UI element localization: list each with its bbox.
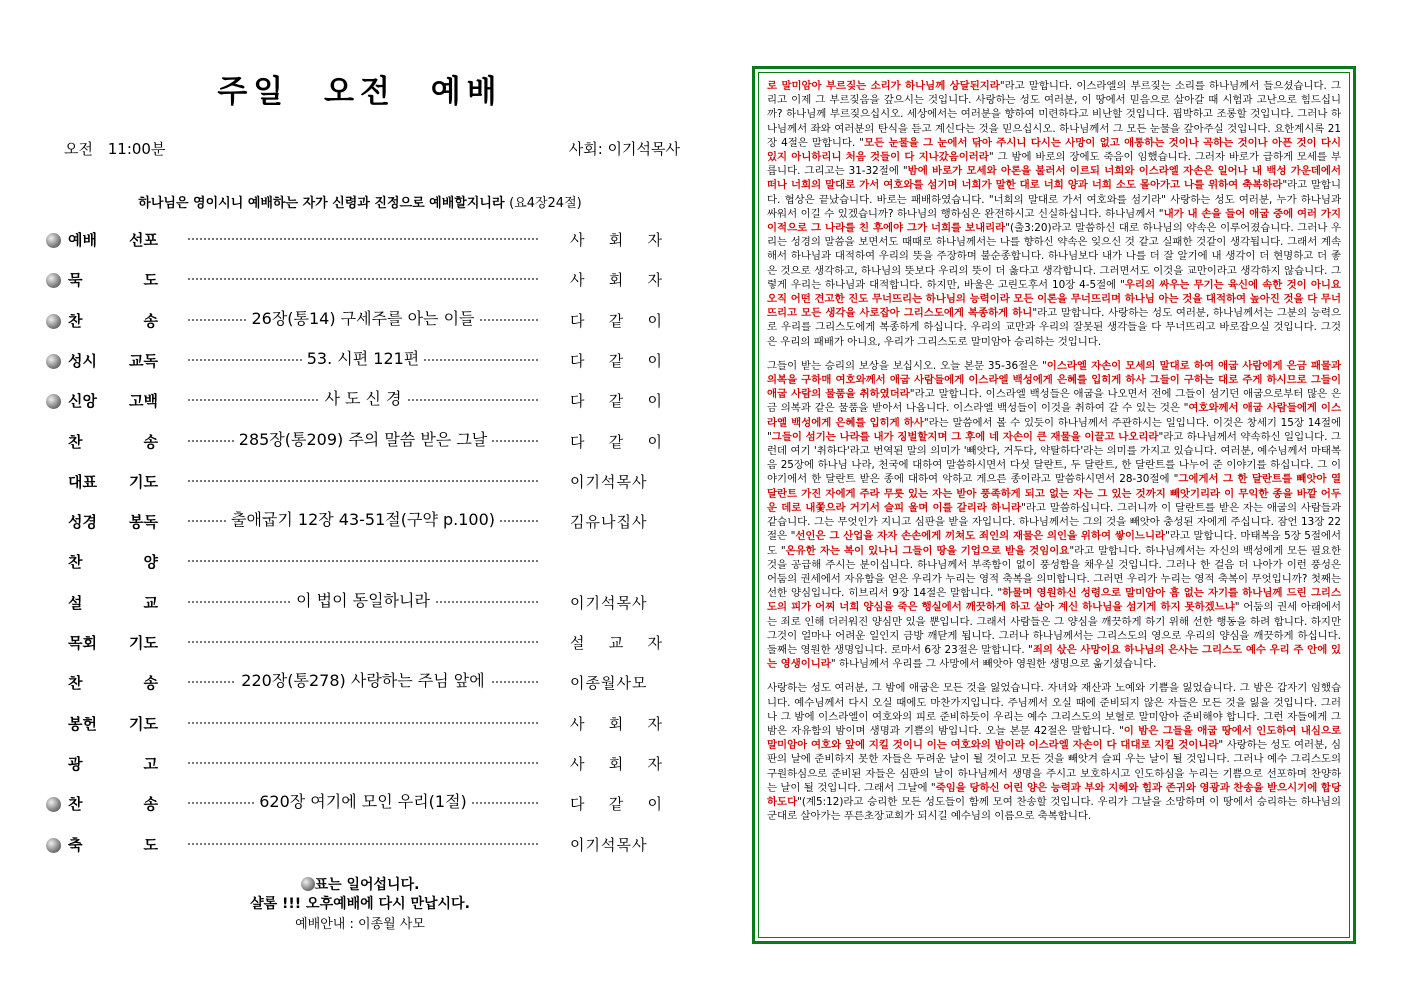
- order-item-content: [188, 789, 538, 812]
- order-item-responsible: 다 같 이: [570, 311, 662, 330]
- standing-bullet-icon: [301, 877, 315, 891]
- service-time: 오전 11:00분: [64, 140, 166, 158]
- order-item-name: 광 고: [68, 754, 158, 773]
- dotted-leader: [188, 641, 538, 643]
- order-item-name: 봉헌 기도: [68, 714, 158, 733]
- order-item: [46, 787, 662, 827]
- theme-verse: [40, 192, 680, 211]
- dotted-leader: [188, 238, 538, 240]
- order-item-name: 찬 송: [68, 311, 158, 330]
- scripture-quote: 죽임을 당하신 어린 양은 능력과 부와 지혜와 힘과 존귀와 영광과 찬송을 받으시기에 합당하도다: [767, 781, 1341, 808]
- order-item: [46, 626, 662, 666]
- sermon-text: "라고 말씀하십니다. 그러니까 이 달란트를 받은 자는 애굽의 사람들과 같습니다. 그는 무엇인가 지니고 심판을 받을 자입니다. 하나님께서는 그의 것을 빼앗아 충성된 자에게 주십니다. 잠언 13장 22절은 ": [767, 501, 1341, 543]
- farewell-message: 샬롬 !!! 오후예배에 다시 만납시다.: [250, 896, 470, 912]
- order-item-responsible: 다 같 이: [570, 795, 662, 814]
- standing-bullet-icon: [46, 797, 61, 812]
- sermon-text: "라고 말합니다. 이스라엘 백성들은 애굽을 나오면서 전에 그들이 섬기던 애굽으로부터 많은 은 금 의복과 같은 물품을 받아서 나옵니다. 이스라엘 백성들이 이것을 취하여 갈 수 있는 것은 ": [767, 388, 1341, 415]
- order-item-responsible: 설 교 자: [570, 634, 662, 652]
- order-item-content: [188, 306, 538, 329]
- dotted-leader: [188, 560, 538, 562]
- order-item-content-text: 220장(통278) 사랑하는 주님 앞에: [236, 671, 489, 690]
- sermon-paragraph: [767, 359, 1341, 671]
- order-item-responsible: 다 같 이: [570, 392, 662, 411]
- bulletin-order-of-worship: [40, 60, 680, 960]
- sermon-text: " 사랑하는 성도 여러분, 심판의 날에 준비하지 못한 자들은 두려운 날이 될 것이고 모든 것을 빼앗겨 슬피 우는 날이 될 것입니다. 그러나 예수 그리스도의 구원하심으로 준비된 자들은 심판의 날이 하나님께서 생명을 주시고 보호하시고 인도하심을 누리는 기쁨으로 선포하며 찬양하는 날이 될 것입니다. 그래서 그날에 ": [767, 739, 1341, 794]
- order-item-responsible: 사 회 자: [570, 271, 662, 290]
- scripture-quote: 로 말미암아 부르짖는 소리가 하나님께 상달된지라: [767, 80, 1000, 92]
- order-item-name: 목회 기도: [68, 634, 158, 652]
- order-item-content-text: 26장(통14) 구세주를 아는 이들: [246, 309, 479, 328]
- sermon-text: "라고 말합니다. 사랑하는 성도 여러분, 하나님께서는 그분의 능력으로 우리를 그리스도에게 복종하게 하십니다. 우리의 교만과 우리의 잘못된 생각들을 다 무너뜨리고 바로잡으실 것입니다. 그것은 우리의 패배가 아니요, 우리가 그리스도로 말미암아 승리하는 것입니다.: [767, 307, 1341, 348]
- standing-bullet-icon: [46, 838, 61, 853]
- order-item: [46, 465, 662, 505]
- theme-verse-text: 하나님은 영이시니 예배하는 자가 신령과 진정으로 예배할지니라: [138, 196, 505, 211]
- sermon-text: " 하나님께서 우리를 그 사망에서 빼앗아 영원한 생명으로 옮기셨습니다.: [830, 658, 1157, 671]
- order-item: [46, 666, 662, 706]
- sermon-text: "라고 말합니다. 협상은 끝났습니다. 바로는 패배하였습니다. "너희의 말대로 가서 여호와를 섬기라" 사랑하는 성도 여러분, 누가 하나님과 싸워서 이길 수 있겠습니까? 하나님의 행하심은 완전하시고 신실하십니다. 하나님께서 ": [767, 179, 1341, 220]
- scripture-quote: 하물며 영원하신 성령으로 말미암아 흠 없는 자기를 하나님께 드린 그리스도의 피가 어찌 너희 양심을 죽은 행실에서 깨끗하게 하고 살아 계신 하나님을 섬기게 하지 못하겠느냐: [767, 587, 1341, 614]
- order-item-content: [188, 507, 538, 530]
- order-item: [46, 425, 662, 465]
- standing-bullet-icon: [46, 273, 61, 288]
- order-item-name: 축 도: [68, 835, 158, 854]
- sermon-text: " 어둠의 권세 아래에서는 죄로 인해 더러워진 양심만 있을 뿐입니다. 그래서 사람들은 그 양심을 깨끗하게 하기 위해 선한 행동을 하려 합니다. 하지만 그것이 얼마나 어려운 일인지 금방 깨닫게 됩니다. 그러나 하나님께서는 그리스도의 영으로 우리의 양심을 깨끗하게 하십니다. 둘째는 영원한 생명입니다. 로마서 6장 23절은 말합니다. ": [767, 601, 1342, 656]
- worship-guide-credit: 예배안내 : 이종월 사모: [295, 917, 425, 932]
- order-item-name: 찬 송: [68, 674, 158, 693]
- order-item-content-text: 이 법이 동일하니라: [291, 591, 435, 610]
- scripture-quote: 모든 눈물을 그 눈에서 닦아 주시니 다시는 사망이 없고 애통하는 것이나 곡하는 것이나 아픈 것이 다시 있지 아니하리니 처음 것들이 다 지나갔음이러라: [767, 136, 1341, 164]
- standing-bullet-icon: [46, 314, 61, 329]
- dotted-leader: [188, 722, 538, 724]
- scripture-quote: 내가 내 손을 들어 애굽 중에 여러 가지 이적으로 그 나라를 친 후에야 그가 너희를 보내리라: [767, 207, 1341, 235]
- sermon-text-body: [758, 72, 1350, 938]
- order-item-content-text: 285장(통209) 주의 말씀 받은 그날: [234, 430, 492, 449]
- order-item-responsible: 김유나집사: [570, 513, 648, 532]
- scripture-quote: 선인은 그 산업을 자자 손손에게 끼쳐도 죄인의 재물은 의인을 위하여 쌓이느니라: [795, 530, 1166, 543]
- order-item-content: [188, 668, 538, 691]
- order-item-name: 성시 교독: [68, 351, 158, 370]
- sermon-text: "라고 하나님께서 약속하신 일입니다. 그런데 여기 '취하다'라고 번역된 말의 의미가 '빼앗다, 거두다, 약탈하다'라는 의미를 가지고 있습니다. 여러분, 예수님께서 마태복음 25장에 하나님 나라, 천국에 대하여 말씀하시면서 다섯 달란트, 두 달란트, 한 달란트를 나누어 준 이야기를 하십니다. 그 이야기에서 한 달란트 받은 종에 대하여 악하고 게으른 종이라고 말씀하시면서 28-30절에 ": [767, 430, 1341, 486]
- sermon-text: "라는 말씀에서 볼 수 있듯이 하나님께서 주관하시는 일입니다. 이것은 창세기 15장 14절에 ": [767, 416, 1341, 443]
- sermon-text: "라고 말합니다. 마태복음 5장 5절에서도 ": [767, 530, 1341, 557]
- service-leader: 사회: 이기석목사: [568, 140, 680, 158]
- sermon-text: "라고 말합니다. 하나님께서는 자신의 백성에게 모든 필요한 것을 공급해 주시는 분이십니다. 하나님께서 부족함이 없이 풍성함을 채우실 것입니다. 그러나 한 걸음 더 나아가 이런 풍성은 어둠의 권세에서 자유함을 얻은 우리가 누리는 영적 축복을 의미합니다. 그러면 우리가 누리는 영적 축복이 무엇입니까? 첫째는 선한 양심입니다. 히브리서 9장 14절은 말합니다. ": [767, 544, 1342, 600]
- bulletin-title: 주일 오전 예배: [217, 74, 503, 110]
- order-item-content: [188, 427, 538, 450]
- order-item: [46, 747, 662, 787]
- standing-bullet-icon: [46, 394, 61, 409]
- order-item-responsible: 다 같 이: [570, 432, 662, 451]
- sermon-text: "라고 말합니다. 이스라엘의 부르짖는 소리를 하나님께서 들으셨습니다. 그리고 이제 그 부르짖음을 갚으시는 것입니다. 사랑하는 성도 여러분, 이 땅에서 믿음으로 살아갈 때 시험과 고난으로 힘드십니까? 하나님께 부르짖으십시오. 세상에서는 여러분을 향하여 미련하다고 비난할 것입니다. 핍박하고 조롱할 것입니다. 그러나 하나님께서 좌와 여러분의 탄식을 듣고 계신다는 것을 믿으십시오. 하나님께서 그 모든 눈물을 갚아주실 것입니다. 요한계시록 21장 4절은 말합니다. ": [767, 80, 1341, 149]
- sermon-text: "(출3:20)라고 말씀하신 대로 하나님의 약속은 이루어졌습니다. 그러나 우리는 성경의 말씀을 보면서도 때때로 하나님께서는 나를 향하신 약속은 잊으신 것 같고 실패한 것같이 생각됩니다. 그래서 계속해서 하나님과 대적하여 우리의 뜻을 주장하며 불순종합니다. 하나님보다 내가 나를 더 잘 알기에 내 생각이 더 현명하고 더 좋은 것으로 생각하고, 하나님의 뜻보다 우리의 뜻이 더 옳다고 생각합니다. 그러면서도 이것을 교만이라고 생각하지 않습니다. 그렇게 우리는 하나님과 대적합니다. 하지만, 바울은 고린도후서 10장 4-5절에 ": [767, 222, 1342, 291]
- sermon-paragraph: [767, 79, 1341, 349]
- scripture-quote: 이 밤은 그들을 애굽 땅에서 인도하여 내심으로 말미암아 여호와 앞에 지킬 것이니 이는 여호와의 밤이라 이스라엘 자손이 다 대대로 지킬 것이니라: [767, 724, 1342, 752]
- order-item-content-text: 620장 여기에 모인 우리(1절): [254, 792, 472, 811]
- order-item: [46, 707, 662, 747]
- order-item-name: 성경 봉독: [68, 513, 158, 532]
- order-item: [46, 586, 662, 626]
- order-item: [46, 505, 662, 545]
- theme-verse-ref: (요4장24절): [509, 196, 582, 211]
- order-item-content-text: 출애굽기 12장 43-51절(구약 p.100): [226, 510, 500, 529]
- standing-note-text: 표는 일어섭니다.: [314, 877, 420, 893]
- sermon-text: " 그 밤에 바로의 장에도 죽음이 임했습니다. 그러자 바로가 급하게 모세를 부릅니다. 그리고는 31-32절에 ": [767, 151, 1341, 178]
- order-item-responsible: 이기석목사: [570, 835, 648, 854]
- dotted-leader: [188, 480, 538, 482]
- dotted-leader: [188, 843, 538, 845]
- standing-bullet-icon: [46, 354, 61, 369]
- sermon-text: 사랑하는 성도 여러분, 그 밤에 애굽은 모든 것을 잃었습니다. 자녀와 재산과 노예와 기쁨을 잃었습니다. 그 밤은 갑자기 임했습니다. 예수님께서 다시 오실 때에도 마찬가지입니다. 주님께서 오실 때에 준비되지 않은 자들은 모든 것을 잃을 것입니다. 그러나 그 밤에 이스라엘이 여호와의 피로 준비하듯이 우리는 예수 그리스도의 보혈로 말미암아 준비해야 합니다. 그런 자들에게 그 밤은 자유함의 밤이며 생명과 기쁨의 밤입니다. 오늘 본문 42절은 말합니다. ": [767, 682, 1341, 737]
- order-item-name: 찬 양: [68, 553, 158, 572]
- order-item-content: [188, 588, 538, 611]
- dotted-leader: [188, 762, 538, 764]
- order-item-name: 찬 송: [68, 795, 158, 814]
- order-item-name: 신앙 고백: [68, 392, 158, 411]
- order-item-name: 예배 선포: [68, 231, 158, 249]
- order-item-responsible: 이기석목사: [570, 472, 648, 491]
- scripture-quote: 그에게서 그 한 달란트를 빼앗아 열 달란트 가진 자에게 주라 무릇 있는 자는 받아 풍족하게 되고 없는 자는 그 있는 것까지 빼앗기리라 이 무익한 종을 바깥 어두운 데로 내쫓으라 거기서 슬피 울며 이를 갈리라 하니라: [767, 473, 1341, 514]
- order-item-responsible: 사 회 자: [570, 231, 662, 249]
- sermon-text: 그들이 받는 승리의 보상을 보십시오. 오늘 본문 35-36절은 ": [767, 359, 1047, 372]
- scripture-quote: 이스라엘 자손이 모세의 말대로 하여 애굽 사람에게 은금 패물과 의복을 구하매 여호와께서 애굽 사람들에게 이스라엘 백성에게 은혜를 입히게 하사 그들이 구하는 대로 주게 하시므로 그들이 애굽 사람의 물품을 취하였더라: [767, 359, 1341, 401]
- order-item-responsible: 이기석목사: [570, 593, 648, 612]
- order-item-content-text: 사 도 신 경: [319, 389, 406, 408]
- order-item-responsible: 사 회 자: [570, 754, 662, 773]
- order-item-responsible: 사 회 자: [570, 714, 662, 733]
- scripture-quote: 우리의 싸우는 무기는 육신에 속한 것이 아니요 오직 어떤 견고한 진도 무너뜨리는 하나님의 능력이라 모든 이론을 무너뜨리며 하나님 아는 것을 대적하여 높아진 것을 다 무너뜨리고 모든 생각을 사로잡아 그리스도에게 복종하게 하니: [767, 278, 1341, 320]
- order-item-name: 묵 도: [68, 271, 158, 290]
- order-item-content: [188, 346, 538, 369]
- sermon-paragraph: [767, 681, 1341, 823]
- order-item: [46, 545, 662, 585]
- order-item: [46, 828, 662, 868]
- order-item-name: 찬 송: [68, 432, 158, 451]
- sermon-text: "(계5:12)라고 승리한 모든 성도들이 함께 모여 찬송할 것입니다. 우리가 그날을 소망하며 이 땅에서 승리하는 하나님의 군대로 살아가는 푸른초장교회가 되시길 예수님의 이름으로 축복합니다.: [767, 795, 1341, 823]
- order-item: [46, 384, 662, 424]
- order-item-name: 설 교: [68, 593, 158, 612]
- scripture-quote: 온유한 자는 복이 있나니 그들이 땅을 기업으로 받을 것임이요: [785, 544, 1070, 557]
- order-item: [46, 304, 662, 344]
- order-item-content-text: 53. 시편 121편: [302, 349, 425, 368]
- standing-bullet-icon: [46, 233, 61, 248]
- order-item-responsible: 이종월사모: [570, 674, 648, 693]
- order-item-responsible: 다 같 이: [570, 351, 662, 370]
- sermon-text-box: [752, 66, 1356, 944]
- scripture-quote: 그들이 섬기는 나라를 내가 징벌할지며 그 후에 네 자손이 큰 재물을 이끌고 나오리라: [771, 430, 1159, 443]
- order-item: [46, 223, 662, 263]
- scripture-quote: 죄의 삯은 사망이요 하나님의 은사는 그리스도 예수 우리 주 안에 있는 영생이니라: [767, 643, 1342, 671]
- order-item: [46, 344, 662, 384]
- dotted-leader: [188, 278, 538, 280]
- order-item-name: 대표 기도: [68, 472, 158, 491]
- standing-note: [40, 874, 680, 894]
- order-item: [46, 263, 662, 303]
- scripture-quote: 여호와께서 애굽 사람들에게 이스라엘 백성에게 은혜를 입히게 하사: [767, 402, 1341, 429]
- scripture-quote: 밤에 바로가 모세와 아론을 불러서 이르되 너희와 이스라엘 자손은 일어나 내 백성 가운데에서 떠나 너희의 말대로 가서 여호와를 섬기며 너희가 말한 대로 너희 양과 너희 소도 몰아가고 나를 위하여 축복하라: [767, 165, 1341, 192]
- order-item-content: [188, 386, 538, 409]
